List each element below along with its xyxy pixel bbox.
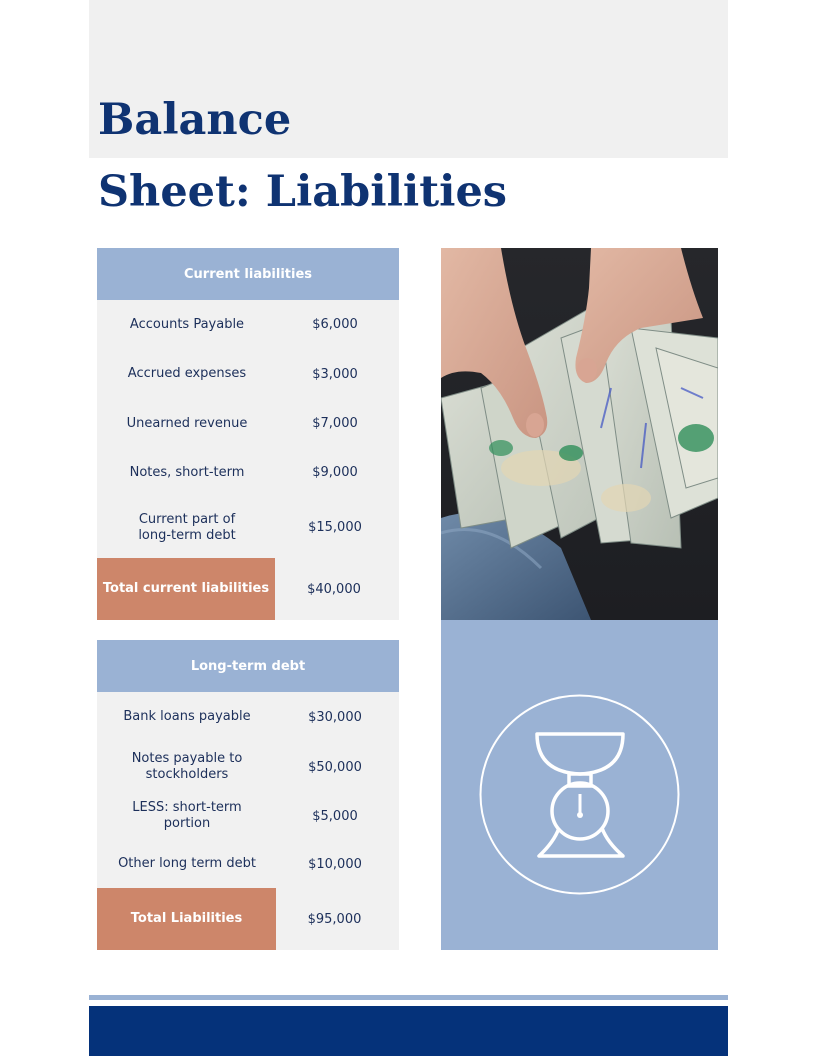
total-value: $40,000: [307, 581, 361, 597]
total-row: [97, 888, 399, 950]
row-value: $15,000: [308, 520, 362, 535]
row-label: Unearned revenue: [126, 415, 248, 431]
row-label: Accrued expenses: [127, 366, 247, 381]
row-value: $5,000: [312, 808, 358, 824]
row-value: $50,000: [308, 759, 362, 775]
money-hands-image: [441, 248, 718, 620]
total-label: Total current liabilities: [97, 558, 275, 620]
table-row: [97, 399, 399, 448]
table-header: Long-term debt: [97, 640, 399, 692]
footer-band: [89, 1006, 728, 1056]
footer-divider: [89, 995, 728, 1000]
total-row: [97, 558, 399, 620]
table-header: Current liabilities: [97, 248, 399, 300]
row-value: $6,000: [312, 317, 358, 332]
page-title-line2: Sheet: Liabilities: [98, 167, 508, 217]
table-row: [97, 448, 399, 497]
table-row: [97, 497, 399, 558]
row-value: $9,000: [312, 465, 358, 480]
money-photo: [441, 248, 718, 620]
icon-panel: [441, 620, 718, 950]
row-value: $7,000: [312, 416, 358, 431]
table-row: [97, 792, 399, 840]
table-row: [97, 742, 399, 792]
kitchen-scale-icon: [479, 694, 680, 895]
page-title-line1: Balance: [98, 95, 292, 145]
row-value: $10,000: [308, 856, 362, 872]
row-label: Bank loans payable: [123, 709, 251, 724]
total-value: $95,000: [307, 911, 362, 927]
table-row: [97, 300, 399, 349]
row-label: Current part of long-term debt: [138, 511, 236, 543]
current-liabilities-table: [97, 248, 399, 620]
long-term-debt-table: [97, 640, 399, 950]
row-label: Notes, short-term: [129, 464, 245, 480]
row-label: Accounts Payable: [129, 316, 245, 332]
row-value: $30,000: [308, 709, 362, 725]
total-label: Total Liabilities: [97, 888, 276, 950]
row-label: LESS: short-term portion: [132, 800, 242, 831]
table-row: [97, 349, 399, 399]
row-value: $3,000: [312, 366, 358, 382]
table-row: [97, 840, 399, 888]
row-label: Notes payable to stockholders: [131, 751, 243, 782]
row-label: Other long term debt: [118, 856, 256, 871]
table-row: [97, 692, 399, 742]
